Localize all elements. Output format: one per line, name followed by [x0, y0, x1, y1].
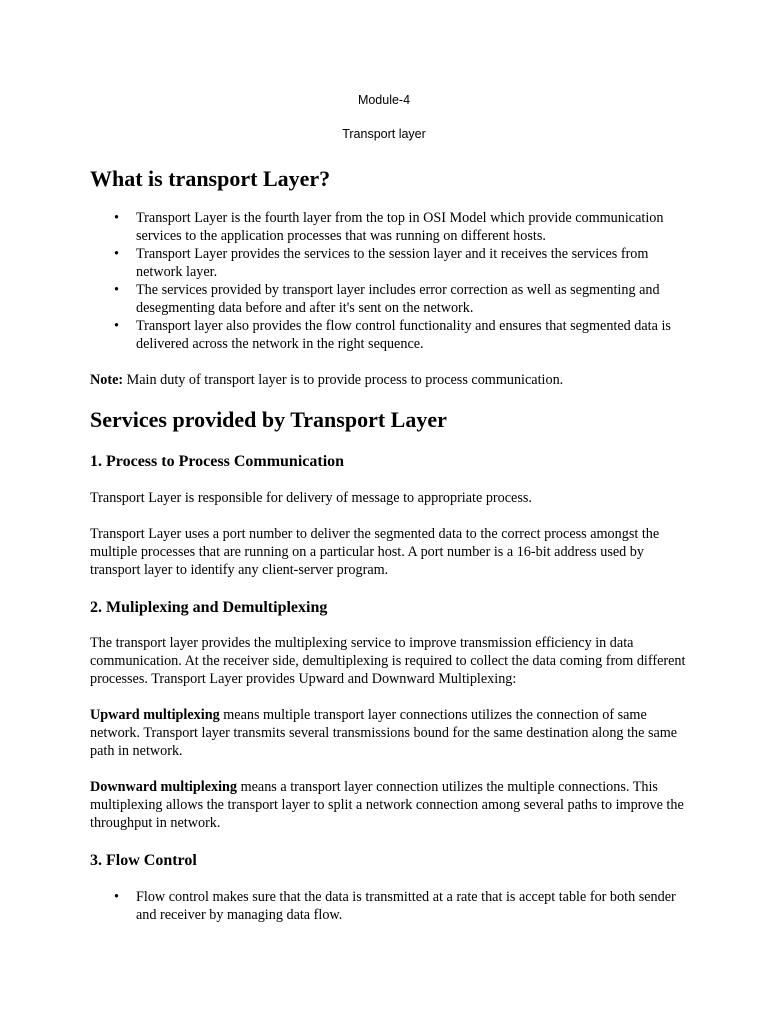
- process-communication-paragraph-1: Transport Layer is responsible for delivery of message to appropriate process.: [90, 490, 532, 506]
- subsection-heading-multiplexing: 2. Muliplexing and Demultiplexing: [90, 599, 328, 616]
- transport-layer-bullet-list: [90, 209, 690, 353]
- upward-multiplexing-text: means multiple transport layer connections utilizes the connection of same network. Transport layer transmits several transmissions bound for the same destination along the same path in network.: [90, 707, 678, 759]
- flow-control-bullet-list: [90, 888, 690, 924]
- note-paragraph: [90, 371, 690, 389]
- upward-multiplexing-label: Upward multiplexing: [90, 707, 220, 723]
- multiplexing-paragraph: The transport layer provides the multiplexing service to improve transmission efficiency in data communication. At the receiver side, demultiplexing is required to collect the data coming from different processes. Transport Layer provides Upward and Downward Multiplexing:: [90, 635, 686, 687]
- note-label: Note:: [90, 372, 124, 388]
- downward-multiplexing-paragraph: [90, 778, 690, 832]
- section-heading-services: Services provided by Transport Layer: [90, 407, 447, 432]
- downward-multiplexing-text: means a transport layer connection utilizes the multiple connections. This multiplexing allows the transport layer to split a network connection among several paths to improve the throughput in network.: [90, 779, 684, 831]
- list-item: • Transport layer also provides the flow control functionality and ensures that segmented data is delivered across the network in the right sequence.: [90, 317, 690, 353]
- list-item: • The services provided by transport layer includes error correction as well as segmenting and desegmenting data before and after it's sent on the network.: [90, 281, 690, 317]
- note-text: Main duty of transport layer is to provide process to process communication.: [123, 372, 564, 388]
- upward-multiplexing-paragraph: [90, 706, 690, 760]
- list-item: • Flow control makes sure that the data is transmitted at a rate that is accept table for both sender and receiver by managing data flow.: [90, 888, 690, 924]
- module-label: Module-4: [357, 93, 411, 107]
- process-communication-paragraph-2: Transport Layer uses a port number to deliver the segmented data to the correct process amongst the multiple processes that are running on a particular host. A port number is a 16-bit address used by transport layer to identify any client-server program.: [90, 526, 660, 578]
- subsection-heading-process-communication: 1. Process to Process Communication: [90, 453, 345, 470]
- section-heading-what-is-transport-layer: What is transport Layer?: [90, 166, 331, 191]
- document-subtitle: Transport layer: [342, 127, 426, 141]
- subsection-heading-flow-control: 3. Flow Control: [90, 852, 197, 869]
- list-item: • Transport Layer is the fourth layer from the top in OSI Model which provide communication services to the application processes that was running on different hosts.: [90, 209, 690, 245]
- list-item: • Transport Layer provides the services to the session layer and it receives the services from network layer.: [90, 245, 690, 281]
- downward-multiplexing-label: Downward multiplexing: [90, 779, 238, 795]
